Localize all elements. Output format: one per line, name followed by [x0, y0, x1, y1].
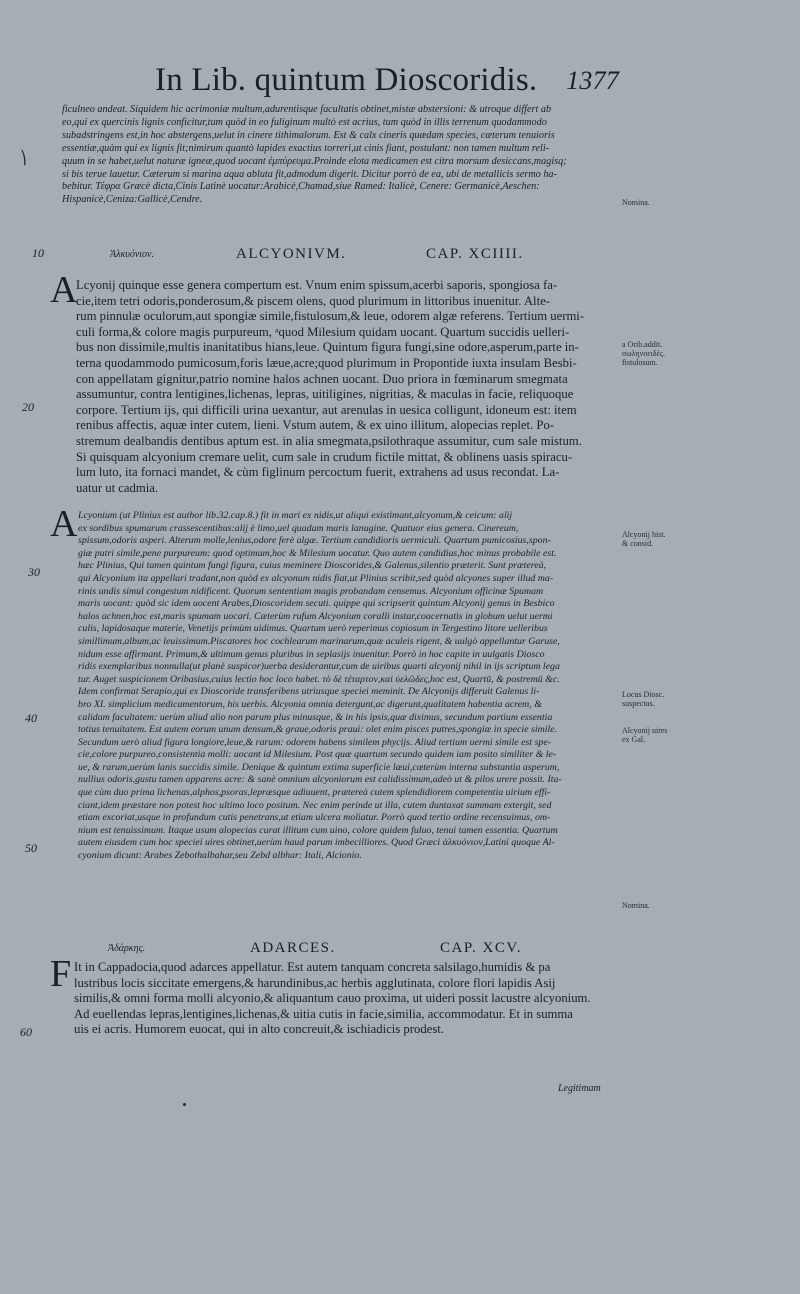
running-head: [155, 62, 619, 99]
margin-note-nomina: Nomina.: [622, 198, 650, 207]
alcyonium-commentary-dropcap: A: [50, 503, 78, 545]
alcyonium-dropcap: A: [50, 269, 78, 311]
line-number-40: 40: [25, 711, 37, 725]
alcyonium-heading: ALCYONIVM.: [236, 246, 347, 262]
running-title: In Lib. quintum Dioscoridis.: [155, 62, 538, 98]
margin-bracket-icon: ⎞: [20, 150, 27, 165]
adarces-text: It in Cappadocia,quod adarces appellatur. Est autem tanquam concreta salsilago,humidis & pa lustribus locis siccitate emergens,& harundinibus,ac herbis agglutinata, colore flori lapidis Asij similis,& omni forma molli alcyonio,& aliquantum cauo proxima, ut uideri possit lacustre alcyonium. Ad euellendas lepras,lentigines,lichenas,& uitia cutis in facie,similia, accommodatur. Et in summa uis ei acris. Humorem euocat, qui in alto concreuit,& ischiadicis prodest.: [74, 960, 591, 1036]
ink-dot: [183, 1103, 186, 1106]
chapter-95-label: CAP. XCV.: [440, 940, 523, 956]
line-number-20: 20: [22, 400, 34, 414]
line-number-60: 60: [20, 1025, 32, 1039]
margin-note-nomina-2: Nomina.: [622, 901, 650, 910]
line-number-50: 50: [25, 841, 37, 855]
margin-note-oribasius: a Orib.addit. σωληνοειδὲς. fistulosum.: [622, 340, 665, 367]
chapter-94-label: CAP. XCIIII.: [426, 246, 524, 262]
catchword: Legitimam: [558, 1083, 601, 1094]
adarces-heading: ADARCES.: [250, 940, 336, 956]
alcyonium-greek-name: Ἀλκυόνιον.: [110, 249, 154, 260]
alcyonium-text: Lcyonij quinque esse genera compertum est. Vnum enim spissum,acerbi saporis, spongiosa fa- cie,item tetri odoris,ponderosum,& piscem olens, quod plurimum in littoribus inuenitur. Alte- rum pinnulæ oculorum,aut spongiæ simile,fistulosum,& leue, odorem algæ referens. Tertium uermi- culi forma,& colore magis purpureum, ᵃquod Milesium quidam uocant. Quartum succidis uelleri- bus non dissimile,multis inanitatibus hians,leue. Quintum figura fungi,sine odore,asperum,parte in- terna quodammodo pumicosum,foris læue,acre;quod plurimum in Propontide iuxta insulam Besbi- con appellatam gignitur,patrio nomine halos achnen uocant. Duo priora in fœminarum smegmata assumuntur, contra lentigines,lichenas, lepras, uitiligines, nigritias, & maculas in facie, reliquoque corpore. Tertium ijs, qui difficili urina uexantur, aut arenulas in uesica colligunt, idoneum est: item renibus affectis, aquæ inter cutem, lieni. Vstum autem, & ex uino illitum, alopecias replet. Po- stremum dealbandis dentibus aptum est. in alia smegmata,psilothraque assumitur, cum sale mistum. Si quisquam alcyonium cremare uelit, cum sale in crudum fictile mittat, & oblinens uasis spiracu- lum luto, ita fornaci mandet, & cùm figlinum percoctum fuerit, extrahens ad usus recondat. La- uatur ut cadmia.: [76, 278, 585, 495]
margin-note-alcyonii-hist: Alcyonij hist. & consid.: [622, 530, 666, 548]
line-number-10: 10: [32, 246, 44, 260]
adarces-dropcap: F: [50, 953, 72, 995]
cinis-commentary: ficulneo andeat. Siquidem hic acrimoniæ multum,adurentisque facultatis obtinet,mistæ abstersioni: & utroque differt ab eo,qui ex quercinis lignis conficitur,tum quòd in eo fuliginum multò est acrius, tum quòd in illis terrenum quodammodo subadstringens est,in hoc abstergens,uelut in cinere tithimalorum. Est & calx cineris quædam species, cæterum tenuioris essentiæ,quàm qui ex lignis fit;nimirum quantò lapides exactius torreri,ut cinis fiant, postulant: non tamen multum reli- quum in se habet,uelut naturæ igneæ,quod uocant ἐμπύρευμα.Proinde elota medicamen est citra morsum desiccans,magisq; si bis terue lauetur. Cæterum si marina aqua abluta fit,admodum digerit. Dicitur porrò de ea, ubi de metallicis sermo ha- bebitur. Τέφρα Græcè dicta,Cinis Latinè uocatur:Arabicè,Chamad,siue Ramed: Italicè, Cenere: Germanicè,Aeschen: Hispanicè,Ceniza:Gallicè,Cendre.: [62, 104, 567, 206]
adarces-greek-name: Ἀδάρκης.: [108, 943, 146, 954]
margin-note-alcyonii-vires: Alcyonij uires ex Gal.: [622, 726, 668, 744]
alcyonium-commentary: Lcyonium (ut Plinius est author lib.32.cap.8.) fit in mari ex nidis,ut aliqui existimant,alcyonum,& ceicum: alij ex sordibus spumarum crassescentibus:alij è limo,uel quadam maris lanugine. Quatuor eius genera. Cinereum, spissum,odoris asperi. Alterum molle,lenius,odore ferè algæ. Tertium candidioris uermiculi. Quartum pumicosius,spon- giæ putri simile,pene purpureum: quod optimum,hoc & Milesium uocatur. Quo autem candidius,hoc minus probabile est. hæc Plinius, Qui tamen quintum fungi figura, cuius meminere Dioscorides,& Galenus,silentio præterit. Sunt prætereà, qui Alcyonium ita appellari tradant,non quòd ex alcyonum nidis fiat,ut Plinius scribit,sed quòd alcyones super illud ma- rinis undis simul congestum nidificent. Quorum sententiam magis probandam censemus. Alcyonium officinæ Spumam maris uocant: quòd sic idem uocent Arabes,Dioscoridem secuti. quippe qui scripserit quintum Alcyonij genus in Besbico halos achnen,hoc est,maris spumam uocari. Cæterùm rufum Alcyonium coralli instar,coacernatis in globum uelut uermi culis, lapidosaque materie, Venetijs primùm uidimus. Quartum uerò reperimus copiosum in Tergestino litore uelleribus simillimum,album,ac leuissimum.Piscatores hoc cochlearum marinarum,quæ aculeis rigent, & uulgò appellantur Garuse, nidum esse affirmant. Primum,& ultimum genus pluribus in seplasijs inuenitur. Porrò in hoc capite in uulgatis Diosco ridis exemplaribus nonnulla(ut planè suspicor)uerba desiderantur,cum de uiribus quarti alcyonij nihil in ijs scriptum lega tur. Auget suspicionem Oribasius,cuius lectio hoc loco habet. τὸ δὲ τέταρτον,καὶ ὑελῶδες,hoc est, Quartū, & postremū &c. Idem confirmat Serapio,qui ex Dioscoride transferibens utriusque speciei meminit. De Alcyonijs differuit Galenus li- bro XI. simplicium medicamentorum, his uerbis. Alcyonia omnia detergunt,ac digerunt,qualitatem habentia acrem, & calidam facultatem: uerùm aliud alio non parum plus minusque, & in his ipsis,quæ diximus, secundum partium essentia totius tenuitatem. Est autem eorum unum densum,& graue,odoris praui: olet enim pisces putres,spongiæ in specie simile. Secundum uerò aliud figura longiore,leue,& rarum: odorem habens similem phycijs. Aliud tertium uermi simile est spe- cie,colore purpureo,consistentia molli: uocant id Milesium. Post quæ quartum secundo quidem iam posito similiter & le- ue, & rarum,uerùm lanis succidis simile. Denique & quintum extima superficie læui,cæterùm interna substantia asperum, nullius odoris,gustu tamen apparens acre: & sanè omnium alcyoniorum est calidissimum,adeò ut & pilos urere possit. Ita- que cùm duo prima lichenas,alphos,psoras,lepræsque adiuuent, prætereà cutem splendidiorem competentia uirium effi- ciant,idem præstare non potest hoc ultimo loco positum. Nec enim perinde ut illa, cutem duntaxat summam extergit, sed etiam excoriat,usque in profundum cutis penetrans,ut etiam ulcera moliatur. Porrò quod tertio ordine recensuimus, om- nium est tenuissimum. Itaque usum alopecias curat illitum cum uino, colore quidem fuluo, tenui tamen essentia. Quartum autem eiusdem cum hoc speciei uires obtinet,uerùm haud parum imbecilliores. Quod Græci ἀλκυόνιον,Latini quoque Al- cyonium dicunt: Arabes Zebothalbahar,seu Zebd albhar: Itali, Alcionio.: [78, 510, 562, 862]
line-number-30: 30: [28, 565, 40, 579]
folio-number: 1377: [566, 66, 619, 95]
margin-note-locus-suspectus: Locus Diosc. suspectus.: [622, 690, 665, 708]
